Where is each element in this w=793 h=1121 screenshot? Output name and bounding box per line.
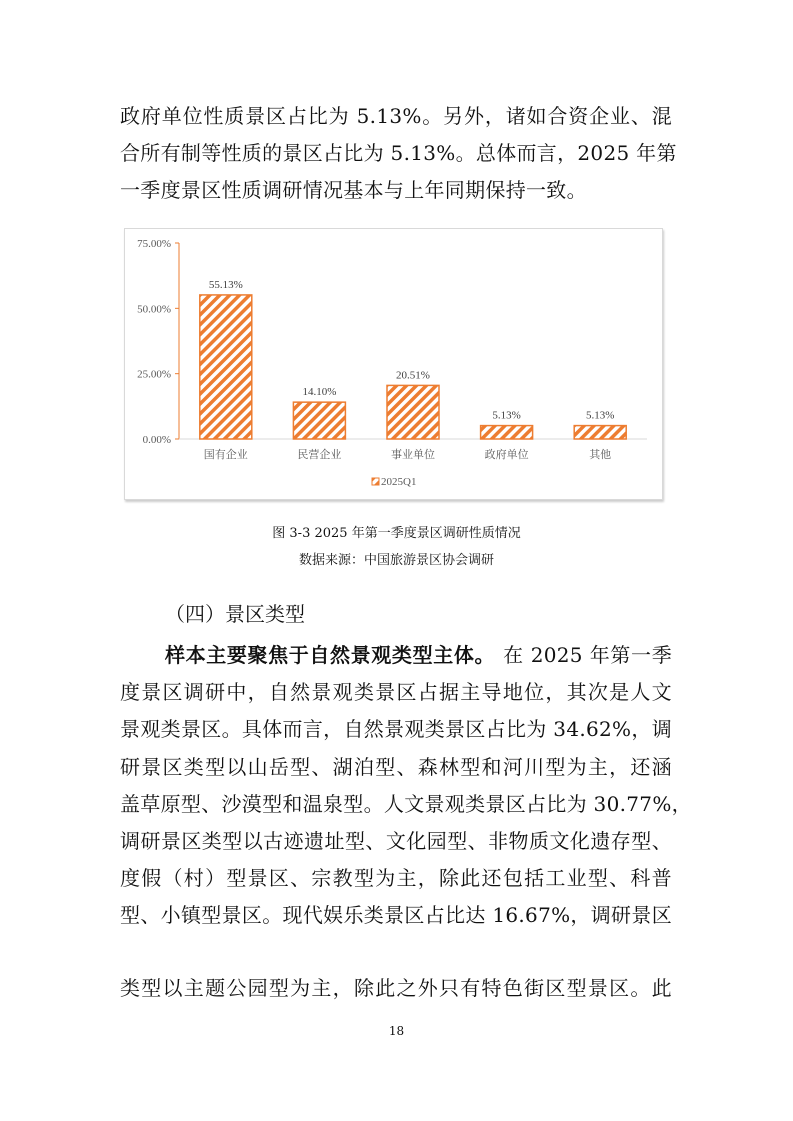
body-text-line: 调研景区类型以古迹遗址型、文化园型、非物质文化遗存型、	[120, 829, 672, 853]
data-label: 5.13%	[492, 409, 521, 422]
body-text-line: 型、小镇型景区。现代娱乐类景区占比达 16.67%，调研景区	[120, 903, 672, 927]
figure-caption: 图 3-3 2025 年第一季度景区调研性质情况	[272, 526, 521, 541]
x-tick-label: 事业单位	[391, 449, 435, 461]
bar	[387, 385, 439, 439]
body-text-line: 政府单位性质景区占比为 5.13%。另外，诸如合资企业、混	[120, 104, 672, 128]
lead-sentence: 样本主要聚焦于自然景观类型主体。	[165, 643, 496, 667]
section-heading: （四）景区类型	[165, 602, 305, 626]
x-tick-label: 其他	[589, 449, 612, 461]
y-tick-label: 75.00%	[137, 238, 171, 250]
body-text-line: 类型以主题公园型为主，除此之外只有特色街区型景区。此	[120, 976, 672, 1000]
x-tick-label: 国有企业	[203, 449, 248, 461]
x-tick-label: 政府单位	[484, 449, 529, 461]
body-text-line: 盖草原型、沙漠型和温泉型。人文景观类景区占比为 30.77%，	[120, 792, 692, 816]
y-tick-label: 50.00%	[137, 303, 171, 316]
bar	[200, 295, 252, 439]
bar	[574, 426, 626, 439]
figure-source: 数据来源：中国旅游景区协会调研	[298, 553, 494, 568]
body-text-line: 研景区类型以山岳型、湖泊型、森林型和河川型为主，还涵	[120, 755, 672, 779]
data-label: 14.10%	[302, 386, 337, 399]
data-label: 55.13%	[208, 278, 243, 291]
body-text-line: 合所有制等性质的景区占比为 5.13%。总体而言，2025 年第	[120, 141, 677, 165]
body-text-line: 景观类景区。具体而言，自然景观类景区占比为 34.62%，调	[120, 717, 672, 741]
bar	[481, 426, 533, 439]
data-label: 5.13%	[585, 409, 615, 422]
legend-label: 2025Q1	[381, 476, 417, 488]
bar	[293, 402, 345, 439]
body-text-line: 度假（村）型景区、宗教型为主，除此还包括工业型、科普	[120, 866, 672, 890]
legend-swatch	[372, 478, 379, 485]
text-span: 在 2025 年第一季	[503, 643, 672, 667]
x-tick-label: 民营企业	[297, 449, 342, 461]
y-tick-label: 0.00%	[142, 434, 171, 446]
body-text-line	[165, 643, 672, 667]
page-number: 18	[388, 1024, 405, 1038]
y-tick-label: 25.00%	[137, 368, 171, 381]
body-text-line: 度景区调研中，自然景观类景区占据主导地位，其次是人文	[120, 680, 672, 704]
data-label: 20.51%	[396, 369, 430, 382]
bar-chart	[124, 228, 663, 500]
body-text-line: 一季度景区性质调研情况基本与上年同期保持一致。	[120, 178, 587, 202]
